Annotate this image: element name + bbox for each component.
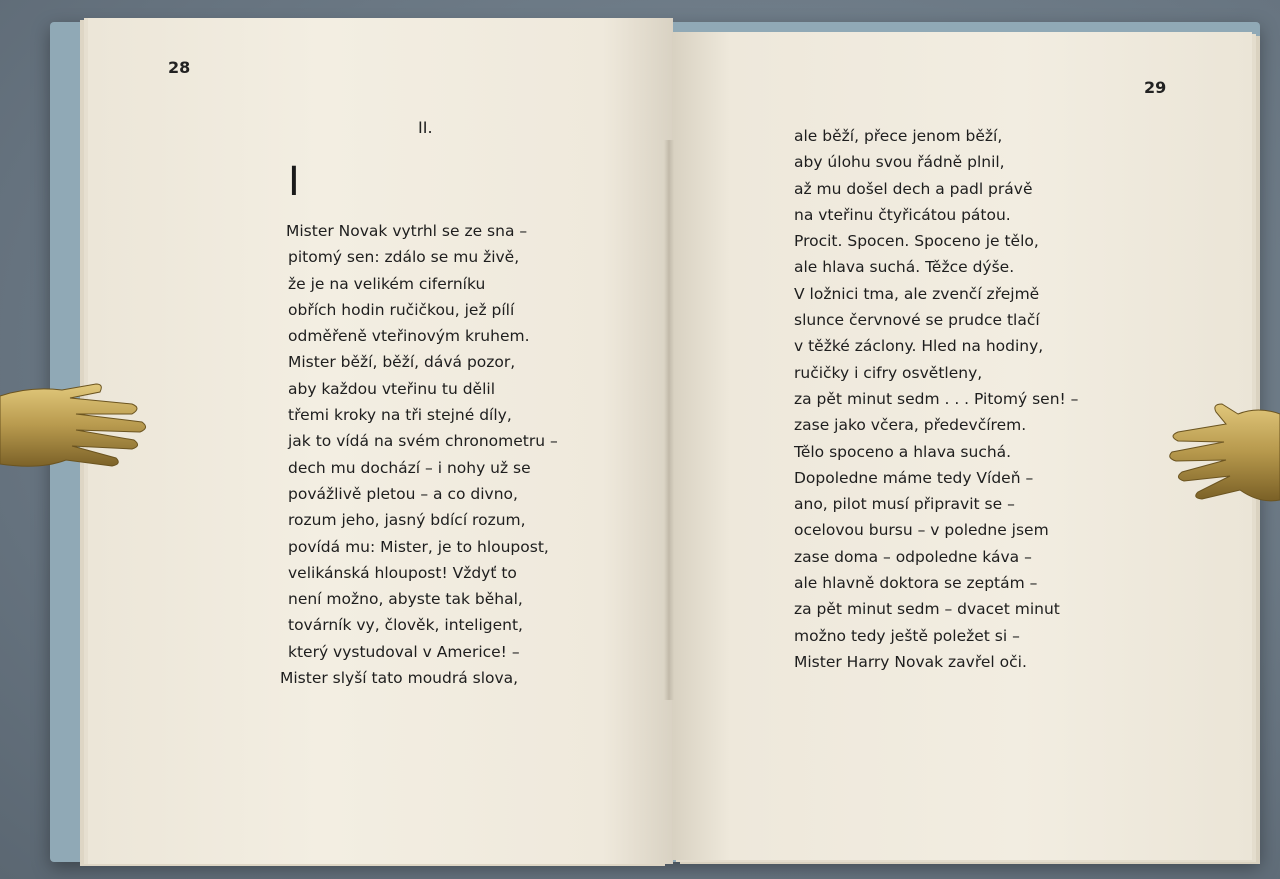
drop-initial: I — [288, 159, 300, 205]
brass-hand-icon — [0, 378, 150, 478]
verse-line: Procit. Spocen. Spoceno je tělo, — [794, 232, 1039, 251]
verse-line: až mu došel dech a padl právě — [794, 179, 1033, 198]
verse-line: obřích hodin ručičkou, jež pílí — [288, 300, 515, 319]
verse-line: zase jako včera, předevčírem. — [794, 416, 1027, 435]
chapter-heading: II. — [418, 118, 433, 137]
verse-line: Mister Harry Novak zavřel oči. — [794, 652, 1027, 671]
brass-hand-icon — [1168, 402, 1280, 510]
verse-line: povážlivě pletou – a co divno, — [288, 484, 518, 503]
verse-line: rozum jeho, jasný bdící rozum, — [288, 511, 526, 530]
verse-line: ano, pilot musí připravit se – — [794, 495, 1015, 514]
verse-line: povídá mu: Mister, je to hloupost, — [288, 537, 549, 556]
verse-line: Mister běží, běží, dává pozor, — [288, 353, 516, 372]
verse-line: zase doma – odpoledne káva – — [794, 547, 1032, 566]
verse-line: aby úlohu svou řádně plnil, — [794, 153, 1005, 172]
left-verse — [280, 218, 558, 691]
verse-line: na vteřinu čtyřicátou pátou. — [794, 205, 1011, 224]
verse-line: Dopoledne máme tedy Vídeň – — [794, 468, 1034, 487]
verse-line: jak to vídá na svém chronometru – — [288, 432, 558, 451]
verse-line: odměřeně vteřinovým kruhem. — [288, 327, 530, 346]
verse-line: ručičky i cifry osvětleny, — [794, 363, 983, 382]
verse-line: ale hlavně doktora se zeptám – — [794, 574, 1038, 593]
verse-line: za pět minut sedm – dvacet minut — [794, 600, 1060, 619]
verse-line: pitomý sen: zdálo se mu živě, — [288, 248, 520, 267]
verse-line: možno tedy ještě poležet si – — [794, 626, 1020, 645]
verse-line: není možno, abyste tak běhal, — [288, 590, 523, 609]
right-verse — [794, 123, 1078, 675]
verse-line: že je na velikém ciferníku — [288, 274, 486, 293]
left-page-number: 28 — [168, 58, 191, 77]
verse-line: V ložnici tma, ale zvenčí zřejmě — [794, 284, 1040, 303]
verse-line: za pět minut sedm . . . Pitomý sen! – — [794, 389, 1079, 408]
verse-line: ale běží, přece jenom běží, — [794, 127, 1003, 145]
verse-line: třemi kroky na tři stejné díly, — [288, 406, 512, 425]
book-gutter — [664, 140, 674, 700]
verse-line: slunce červnové se prudce tlačí — [794, 311, 1040, 330]
verse-line: Tělo spoceno a hlava suchá. — [794, 442, 1012, 461]
verse-line: který vystudoval v Americe! – — [288, 642, 520, 661]
verse-line: aby každou vteřinu tu dělil — [288, 379, 496, 398]
verse-line: Mister slyší tato moudrá slova, — [280, 669, 519, 688]
verse-line: ale hlava suchá. Těžce dýše. — [794, 258, 1015, 277]
right-page-number: 29 — [1144, 78, 1167, 97]
verse-line: továrník vy, člověk, inteligent, — [288, 616, 523, 635]
verse-line: velikánská hloupost! Vždyť to — [288, 563, 517, 582]
verse-line: v těžké záclony. Hled na hodiny, — [794, 337, 1044, 356]
verse-line: ocelovou bursu – v poledne jsem — [794, 521, 1049, 540]
verse-line: dech mu dochází – i nohy už se — [288, 458, 531, 477]
verse-line: Mister Novak vytrhl se ze sna – — [286, 222, 528, 240]
